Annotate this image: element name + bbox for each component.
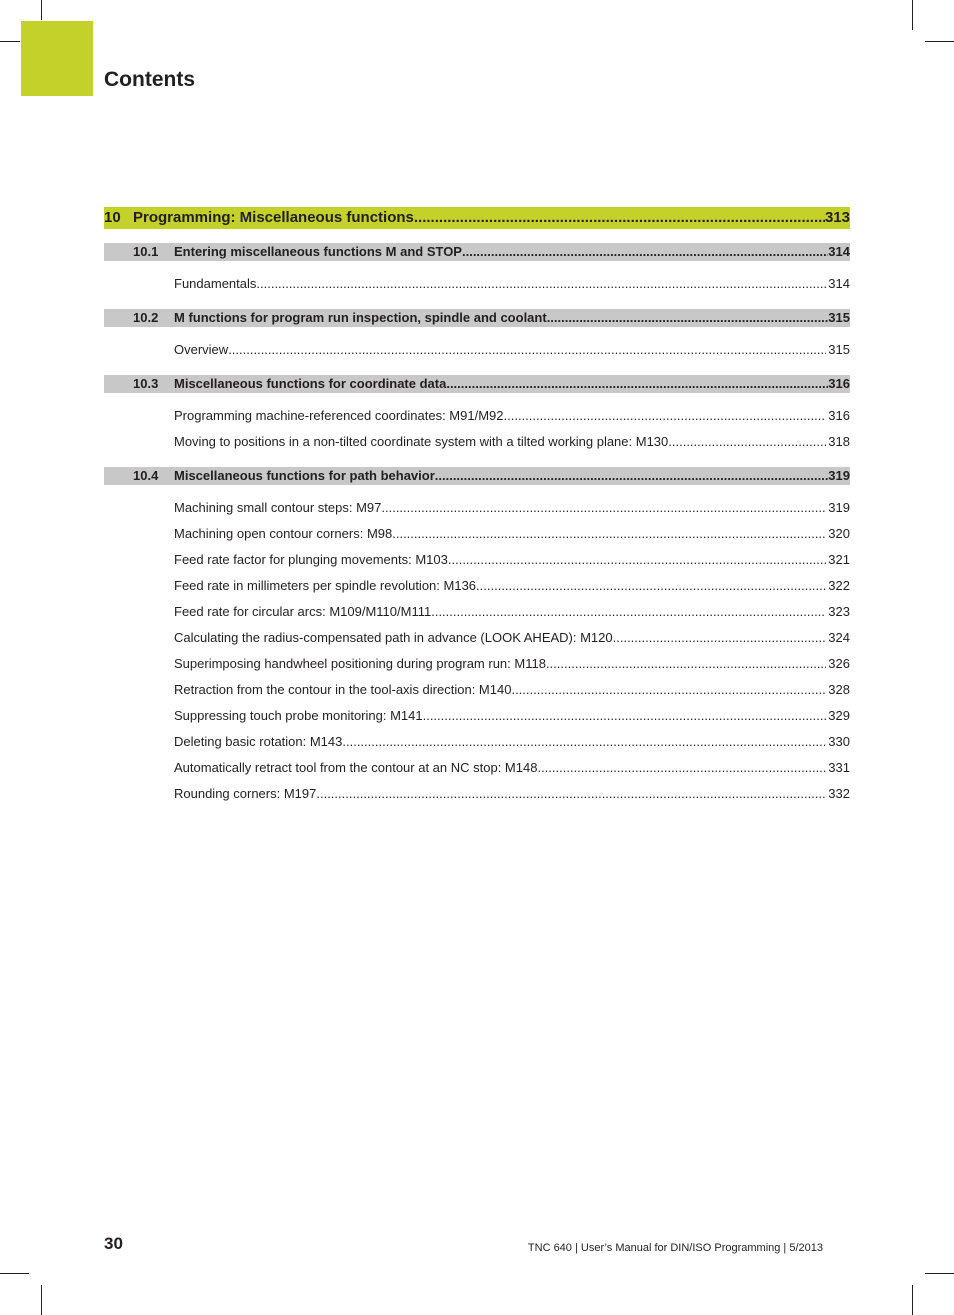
toc-entry-row[interactable] — [104, 429, 850, 455]
toc-entry-row[interactable] — [104, 521, 850, 547]
section-page: 314 — [828, 244, 850, 259]
leader-dots — [504, 403, 827, 429]
leader-dots — [668, 429, 826, 455]
section-number: 10.2 — [133, 310, 159, 325]
leader-dots — [511, 677, 826, 703]
toc-entry-row[interactable] — [104, 703, 850, 729]
page-title: Contents — [104, 68, 195, 91]
crop-mark — [912, 1285, 913, 1315]
crop-mark — [0, 1273, 29, 1274]
leader-dots — [547, 309, 829, 327]
entry-title: Fundamentals — [174, 276, 257, 291]
toc-entry-row[interactable] — [104, 677, 850, 703]
entry-title: Automatically retract tool from the contour at an NC stop: M148 — [174, 760, 538, 775]
leader-dots — [316, 781, 826, 807]
entry-page: 331 — [828, 760, 850, 775]
entry-page: 318 — [828, 434, 850, 449]
page-number: 30 — [104, 1234, 123, 1253]
toc-entry-row[interactable] — [104, 781, 850, 807]
leader-dots — [537, 755, 826, 781]
section-page: 315 — [828, 310, 850, 325]
entry-title: Overview — [174, 342, 229, 357]
chapter-accent-block — [21, 21, 93, 96]
chapter-title: Programming: Miscellaneous functions — [133, 209, 414, 226]
section-title: Miscellaneous functions for coordinate data — [174, 376, 447, 391]
entry-title: Suppressing touch probe monitoring: M141 — [174, 708, 423, 723]
crop-mark — [41, 1285, 42, 1315]
toc-entry-group — [104, 495, 850, 807]
toc-entry-row[interactable] — [104, 403, 850, 429]
crop-mark — [912, 0, 913, 30]
section-title: Entering miscellaneous functions M and STOP — [174, 244, 462, 259]
entry-page: 326 — [828, 656, 850, 671]
leader-dots — [462, 243, 828, 261]
entry-page: 323 — [828, 604, 850, 619]
toc-section-row[interactable] — [104, 243, 850, 261]
toc-entry-row[interactable] — [104, 337, 850, 363]
entry-title: Feed rate for circular arcs: M109/M110/M111 — [174, 604, 432, 619]
entry-page: 328 — [828, 682, 850, 697]
leader-dots — [414, 207, 825, 229]
leader-dots — [446, 375, 828, 393]
section-page: 316 — [828, 376, 850, 391]
entry-page: 322 — [828, 578, 850, 593]
entry-title: Calculating the radius-compensated path in advance (LOOK AHEAD): M120 — [174, 630, 613, 645]
leader-dots — [392, 521, 826, 547]
toc-entry-group — [104, 271, 850, 297]
toc-entry-group — [104, 403, 850, 455]
footer-text: TNC 640 | User’s Manual for DIN/ISO Programming | 5/2013 — [527, 1242, 823, 1254]
crop-mark — [925, 1273, 954, 1274]
entry-page: 316 — [828, 408, 850, 423]
toc-section-row[interactable] — [104, 375, 850, 393]
chapter-page: 313 — [824, 209, 850, 226]
toc-entry-row[interactable] — [104, 599, 850, 625]
leader-dots — [342, 729, 826, 755]
entry-title: Feed rate in millimeters per spindle revolution: M136 — [174, 578, 477, 593]
entry-title: Superimposing handwheel positioning during program run: M118 — [174, 656, 546, 671]
toc-chapter-row[interactable] — [104, 207, 850, 229]
toc-entry-row[interactable] — [104, 573, 850, 599]
entry-page: 321 — [828, 552, 850, 567]
toc-entry-row[interactable] — [104, 755, 850, 781]
section-number: 10.3 — [133, 376, 159, 391]
leader-dots — [613, 625, 827, 651]
leader-dots — [546, 651, 826, 677]
entry-page: 315 — [828, 342, 850, 357]
leader-dots — [431, 599, 826, 625]
entry-page: 314 — [828, 276, 850, 291]
leader-dots — [476, 573, 826, 599]
entry-title: Deleting basic rotation: M143 — [174, 734, 343, 749]
section-title: Miscellaneous functions for path behavior — [174, 468, 435, 483]
entry-page: 324 — [828, 630, 850, 645]
toc-entry-row[interactable] — [104, 729, 850, 755]
entry-page: 330 — [828, 734, 850, 749]
crop-mark — [925, 41, 954, 42]
toc-entry-row[interactable] — [104, 495, 850, 521]
entry-page: 329 — [828, 708, 850, 723]
entry-title: Machining open contour corners: M98 — [174, 526, 393, 541]
chapter-number: 10 — [104, 209, 121, 226]
entry-title: Machining small contour steps: M97 — [174, 500, 382, 515]
toc-entry-row[interactable] — [104, 651, 850, 677]
toc-section-row[interactable] — [104, 309, 850, 327]
entry-title: Programming machine-referenced coordinates: M91/M92 — [174, 408, 504, 423]
entry-page: 320 — [828, 526, 850, 541]
section-number: 10.4 — [133, 468, 159, 483]
toc-entry-row[interactable] — [104, 271, 850, 297]
leader-dots — [256, 271, 826, 297]
entry-title: Moving to positions in a non-tilted coordinate system with a tilted working plane: M130 — [174, 434, 669, 449]
entry-page: 319 — [828, 500, 850, 515]
toc-entry-row[interactable] — [104, 547, 850, 573]
entry-title: Retraction from the contour in the tool-axis direction: M140 — [174, 682, 512, 697]
entry-page: 332 — [828, 786, 850, 801]
toc-entry-group — [104, 337, 850, 363]
entry-title: Feed rate factor for plunging movements: M103 — [174, 552, 448, 567]
crop-mark — [41, 0, 42, 20]
entry-title: Rounding corners: M197 — [174, 786, 317, 801]
toc-entry-row[interactable] — [104, 625, 850, 651]
crop-mark — [0, 41, 20, 42]
toc-section-row[interactable] — [104, 467, 850, 485]
leader-dots — [423, 703, 827, 729]
table-of-contents — [104, 207, 850, 819]
section-number: 10.1 — [133, 244, 159, 259]
leader-dots — [381, 495, 826, 521]
leader-dots — [435, 467, 829, 485]
section-title: M functions for program run inspection, spindle and coolant — [174, 310, 547, 325]
leader-dots — [228, 337, 826, 363]
leader-dots — [448, 547, 826, 573]
section-page: 319 — [828, 468, 850, 483]
